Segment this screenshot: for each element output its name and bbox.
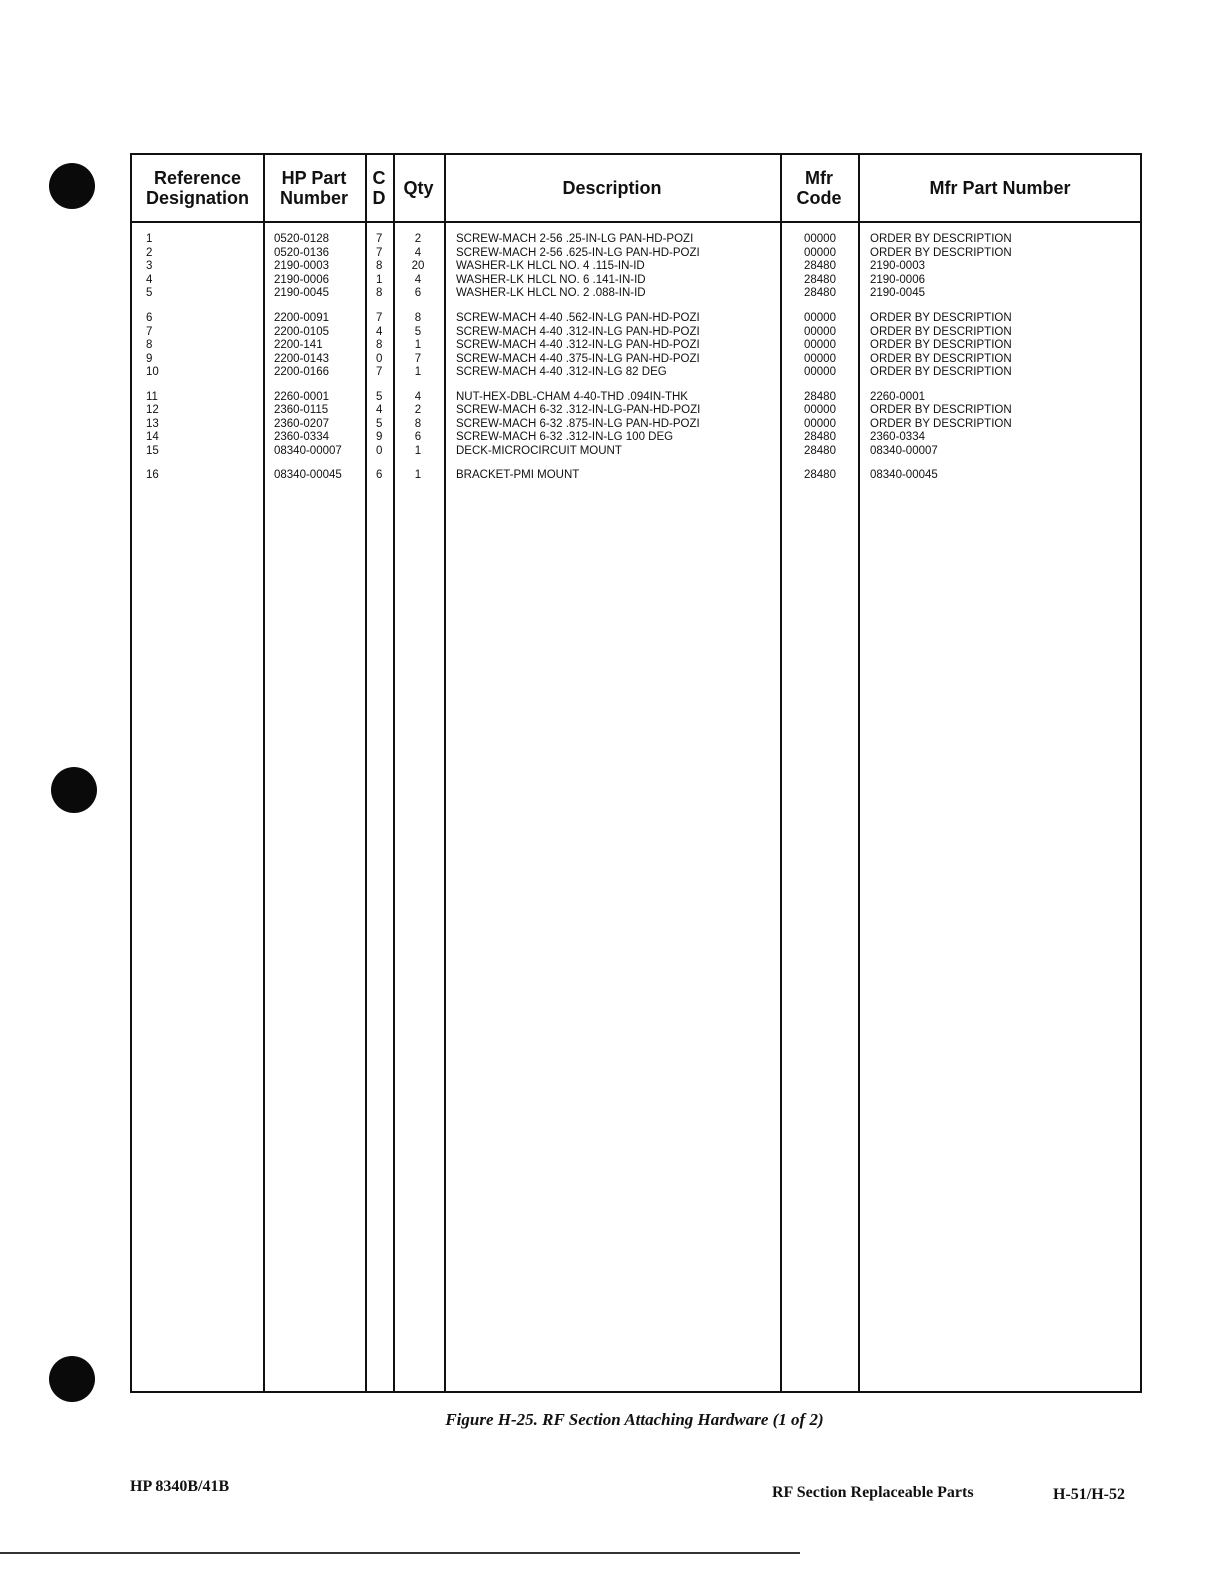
cell-mfr-code: 00000 bbox=[804, 246, 836, 259]
cell-cd: 7 bbox=[376, 233, 383, 245]
cell-mfr-code: 00000 bbox=[804, 366, 836, 378]
cell-hp-part-number: 2200-0143 bbox=[274, 352, 329, 365]
cell-description: SCREW-MACH 2-56 .625-IN-LG PAN-HD-POZI bbox=[456, 246, 700, 259]
cell-qty: 2 bbox=[414, 404, 422, 416]
cell-reference: 7 bbox=[146, 325, 153, 338]
cell-qty: 1 bbox=[414, 339, 422, 351]
column-rule bbox=[444, 155, 446, 1391]
cell-qty: 7 bbox=[414, 352, 422, 365]
cell-cd: 5 bbox=[376, 417, 383, 430]
footer-section: RF Section Replaceable Parts bbox=[772, 1484, 974, 1501]
cell-description: WASHER-LK HLCL NO. 4 .115-IN-ID bbox=[456, 260, 645, 272]
binder-hole bbox=[51, 767, 97, 813]
cell-mfr-code: 00000 bbox=[804, 325, 836, 338]
column-rule bbox=[858, 155, 860, 1391]
cell-qty: 1 bbox=[414, 444, 422, 457]
cell-reference: 14 bbox=[146, 431, 159, 443]
header-qty: Qty bbox=[403, 178, 434, 198]
parts-table bbox=[130, 153, 1142, 1393]
cell-cd: 1 bbox=[376, 273, 383, 286]
cell-mfr-code: 00000 bbox=[804, 404, 836, 416]
cell-reference: 2 bbox=[146, 246, 153, 259]
cell-description: NUT-HEX-DBL-CHAM 4-40-THD .094IN-THK bbox=[456, 390, 688, 403]
cell-description: SCREW-MACH 6-32 .875-IN-LG PAN-HD-POZI bbox=[456, 417, 700, 430]
cell-cd: 8 bbox=[376, 287, 383, 299]
cell-mfr-code: 00000 bbox=[804, 233, 836, 245]
cell-mfr-code: 28480 bbox=[804, 390, 836, 403]
cell-hp-part-number: 2200-0105 bbox=[274, 325, 329, 338]
cell-mfr-part-number: ORDER BY DESCRIPTION bbox=[870, 325, 1012, 338]
header-rule bbox=[132, 221, 1140, 223]
cell-mfr-part-number: 2190-0045 bbox=[870, 287, 925, 299]
cell-mfr-part-number: ORDER BY DESCRIPTION bbox=[870, 312, 1012, 324]
cell-hp-part-number: 08340-00007 bbox=[274, 444, 342, 457]
footer-page-number: H-51/H-52 bbox=[1053, 1486, 1125, 1503]
cell-cd: 8 bbox=[376, 260, 383, 272]
cell-description: SCREW-MACH 4-40 .562-IN-LG PAN-HD-POZI bbox=[456, 312, 700, 324]
cell-reference: 11 bbox=[146, 390, 158, 403]
cell-qty: 6 bbox=[414, 287, 422, 299]
cell-reference: 12 bbox=[146, 404, 159, 416]
cell-qty: 4 bbox=[414, 390, 422, 403]
column-rule bbox=[263, 155, 265, 1391]
header-hp-part-number: HP Part Number bbox=[279, 168, 348, 208]
cell-mfr-part-number: 08340-00045 bbox=[870, 468, 938, 481]
cell-hp-part-number: 2360-0334 bbox=[274, 431, 329, 443]
cell-reference: 8 bbox=[146, 339, 153, 351]
cell-hp-part-number: 2190-0003 bbox=[274, 260, 329, 272]
cell-mfr-code: 00000 bbox=[804, 312, 836, 324]
footer-model: HP 8340B/41B bbox=[130, 1478, 230, 1495]
cell-hp-part-number: 0520-0136 bbox=[274, 246, 329, 259]
cell-hp-part-number: 2360-0115 bbox=[274, 404, 329, 416]
cell-mfr-part-number: ORDER BY DESCRIPTION bbox=[870, 366, 1012, 378]
cell-mfr-part-number: ORDER BY DESCRIPTION bbox=[870, 246, 1012, 259]
cell-cd: 7 bbox=[376, 246, 383, 259]
cell-qty: 8 bbox=[414, 417, 422, 430]
cell-cd: 9 bbox=[376, 431, 383, 443]
cell-hp-part-number: 2200-0091 bbox=[274, 312, 329, 324]
cell-mfr-part-number: ORDER BY DESCRIPTION bbox=[870, 417, 1012, 430]
cell-mfr-code: 28480 bbox=[804, 273, 836, 286]
bottom-rule bbox=[0, 1552, 800, 1554]
cell-cd: 0 bbox=[376, 444, 383, 457]
column-rule bbox=[365, 155, 367, 1391]
cell-cd: 8 bbox=[376, 339, 383, 351]
cell-hp-part-number: 2190-0006 bbox=[274, 273, 329, 286]
cell-reference: 6 bbox=[146, 312, 153, 324]
cell-mfr-code: 28480 bbox=[804, 287, 836, 299]
cell-qty: 1 bbox=[414, 366, 422, 378]
cell-mfr-part-number: 2190-0006 bbox=[870, 273, 925, 286]
binder-hole bbox=[49, 1356, 95, 1402]
binder-hole bbox=[49, 163, 95, 209]
cell-description: WASHER-LK HLCL NO. 2 .088-IN-ID bbox=[456, 287, 646, 299]
header-description: Description bbox=[562, 178, 662, 198]
cell-hp-part-number: 08340-00045 bbox=[274, 468, 342, 481]
cell-cd: 0 bbox=[376, 352, 383, 365]
cell-description: SCREW-MACH 6-32 .312-IN-LG 100 DEG bbox=[456, 431, 674, 443]
cell-mfr-part-number: ORDER BY DESCRIPTION bbox=[870, 339, 1012, 351]
cell-mfr-part-number: 2260-0001 bbox=[870, 390, 925, 403]
cell-description: SCREW-MACH 2-56 .25-IN-LG PAN-HD-POZI bbox=[456, 233, 694, 245]
cell-mfr-code: 00000 bbox=[804, 352, 836, 365]
cell-mfr-part-number: ORDER BY DESCRIPTION bbox=[870, 233, 1012, 245]
cell-mfr-code: 28480 bbox=[804, 468, 836, 481]
cell-mfr-part-number: ORDER BY DESCRIPTION bbox=[870, 352, 1012, 365]
cell-reference: 3 bbox=[146, 260, 153, 272]
cell-reference: 9 bbox=[146, 352, 153, 365]
cell-qty: 8 bbox=[414, 312, 422, 324]
cell-reference: 13 bbox=[146, 417, 159, 430]
header-mfr-code: Mfr Code bbox=[796, 168, 842, 208]
cell-reference: 10 bbox=[146, 366, 159, 378]
header-cd: C D bbox=[372, 168, 386, 208]
cell-description: WASHER-LK HLCL NO. 6 .141-IN-ID bbox=[456, 273, 646, 286]
cell-mfr-code: 00000 bbox=[804, 417, 836, 430]
cell-hp-part-number: 2260-0001 bbox=[274, 390, 329, 403]
cell-qty: 6 bbox=[414, 431, 422, 443]
cell-hp-part-number: 2190-0045 bbox=[274, 287, 329, 299]
cell-qty: 4 bbox=[414, 246, 422, 259]
cell-qty: 2 bbox=[414, 233, 422, 245]
cell-reference: 15 bbox=[146, 444, 159, 457]
cell-description: SCREW-MACH 4-40 .375-IN-LG PAN-HD-POZI bbox=[456, 352, 700, 365]
cell-description: SCREW-MACH 4-40 .312-IN-LG 82 DEG bbox=[456, 366, 667, 378]
cell-mfr-code: 28480 bbox=[804, 260, 836, 272]
cell-reference: 1 bbox=[146, 233, 153, 245]
cell-qty: 1 bbox=[414, 468, 422, 481]
header-mfr-part-number: Mfr Part Number bbox=[929, 178, 1071, 198]
cell-qty: 20 bbox=[411, 260, 425, 272]
cell-mfr-code: 28480 bbox=[804, 444, 836, 457]
cell-qty: 4 bbox=[414, 273, 422, 286]
cell-description: SCREW-MACH 6-32 .312-IN-LG-PAN-HD-POZI bbox=[456, 404, 701, 416]
cell-cd: 5 bbox=[376, 390, 383, 403]
cell-reference: 16 bbox=[146, 468, 159, 481]
header-reference-designation: Reference Designation bbox=[145, 168, 249, 208]
cell-mfr-part-number: 2190-0003 bbox=[870, 260, 925, 272]
cell-mfr-part-number: 08340-00007 bbox=[870, 444, 938, 457]
cell-hp-part-number: 2360-0207 bbox=[274, 417, 329, 430]
figure-caption: Figure H-25. RF Section Attaching Hardware (1 of 2) bbox=[445, 1410, 824, 1429]
cell-description: SCREW-MACH 4-40 .312-IN-LG PAN-HD-POZI bbox=[456, 339, 700, 351]
cell-cd: 4 bbox=[376, 325, 383, 338]
cell-description: BRACKET-PMI MOUNT bbox=[456, 468, 580, 481]
cell-cd: 7 bbox=[376, 366, 383, 378]
cell-cd: 7 bbox=[376, 312, 383, 324]
cell-hp-part-number: 0520-0128 bbox=[274, 233, 329, 245]
cell-hp-part-number: 2200-141 bbox=[274, 339, 323, 351]
cell-qty: 5 bbox=[414, 325, 422, 338]
cell-mfr-code: 00000 bbox=[804, 339, 836, 351]
cell-cd: 6 bbox=[376, 468, 383, 481]
cell-mfr-code: 28480 bbox=[804, 431, 836, 443]
cell-hp-part-number: 2200-0166 bbox=[274, 366, 329, 378]
cell-reference: 4 bbox=[146, 273, 153, 286]
cell-description: SCREW-MACH 4-40 .312-IN-LG PAN-HD-POZI bbox=[456, 325, 700, 338]
cell-description: DECK-MICROCIRCUIT MOUNT bbox=[456, 444, 622, 457]
cell-reference: 5 bbox=[146, 287, 153, 299]
cell-cd: 4 bbox=[376, 404, 383, 416]
cell-mfr-part-number: ORDER BY DESCRIPTION bbox=[870, 404, 1012, 416]
cell-mfr-part-number: 2360-0334 bbox=[870, 431, 925, 443]
